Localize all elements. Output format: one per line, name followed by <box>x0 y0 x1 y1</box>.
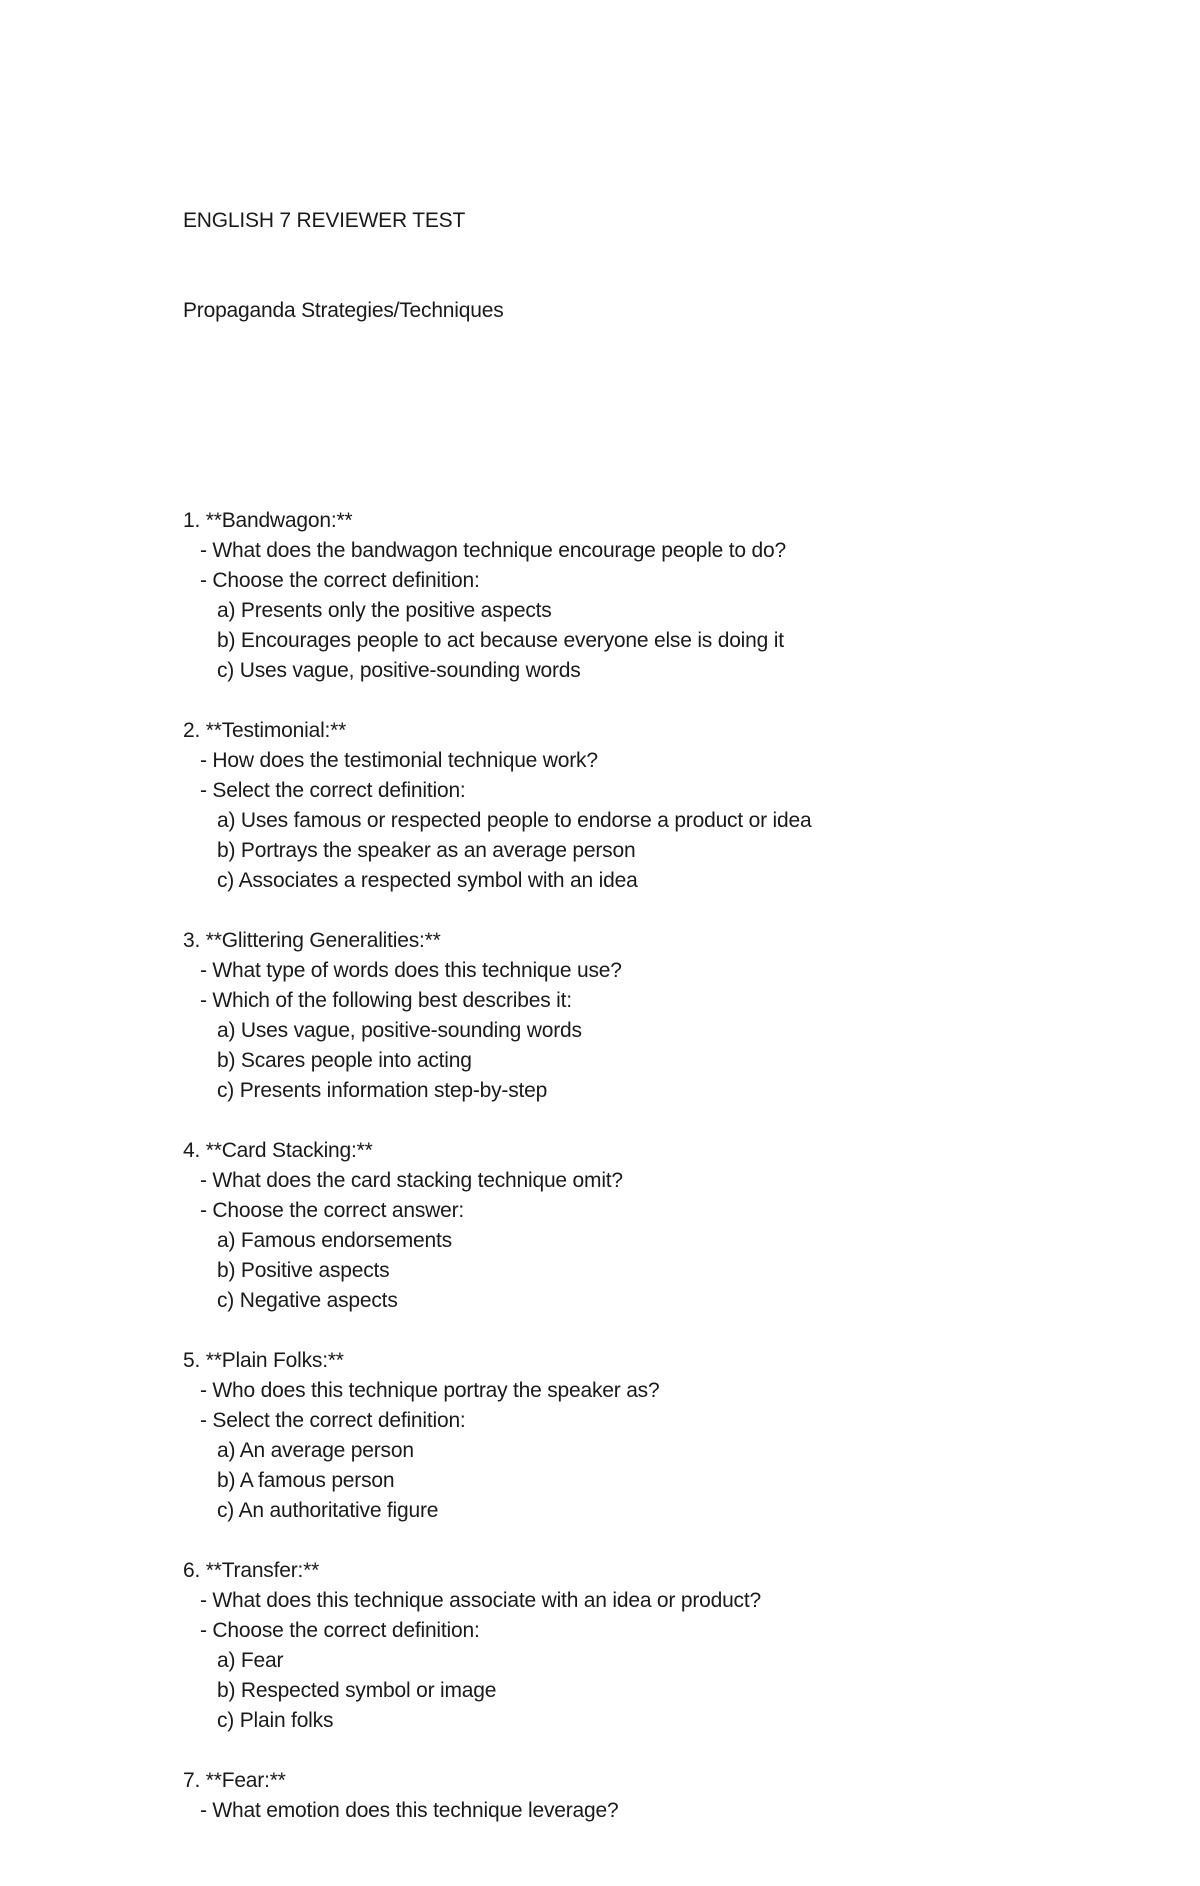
answer-option: a) Uses famous or respected people to endorse a product or idea <box>217 809 812 832</box>
document-subtitle: Propaganda Strategies/Techniques <box>183 299 504 322</box>
question-prompt: - Who does this technique portray the speaker as? <box>200 1379 660 1402</box>
answer-option: a) Presents only the positive aspects <box>217 599 552 622</box>
spacer <box>183 1316 1103 1346</box>
answer-option: c) An authoritative figure <box>217 1499 439 1522</box>
question-block <box>183 506 1103 716</box>
question-prompt: - What emotion does this technique leverage? <box>200 1799 619 1822</box>
question-heading: 4. **Card Stacking:** <box>183 1139 373 1162</box>
question-block <box>183 926 1103 1136</box>
question-heading: 5. **Plain Folks:** <box>183 1349 344 1372</box>
question-block <box>183 1346 1103 1556</box>
answer-option: c) Negative aspects <box>217 1289 398 1312</box>
question-prompt: - Choose the correct definition: <box>200 1619 480 1642</box>
question-heading: 7. **Fear:** <box>183 1769 286 1792</box>
question-prompt: - Select the correct definition: <box>200 779 466 802</box>
question-heading: 3. **Glittering Generalities:** <box>183 929 441 952</box>
answer-option: a) An average person <box>217 1439 414 1462</box>
question-prompt: - Choose the correct answer: <box>200 1199 465 1222</box>
question-prompt: - Choose the correct definition: <box>200 569 480 592</box>
answer-option: c) Associates a respected symbol with an idea <box>217 869 638 892</box>
question-prompt: - Select the correct definition: <box>200 1409 466 1432</box>
question-prompt: - Which of the following best describes it: <box>200 989 572 1012</box>
question-block <box>183 1766 1103 1826</box>
document-body <box>183 146 1103 1886</box>
spacer <box>183 1106 1103 1136</box>
question-block <box>183 1136 1103 1346</box>
question-heading: 1. **Bandwagon:** <box>183 509 353 532</box>
answer-option: a) Uses vague, positive-sounding words <box>217 1019 582 1042</box>
question-block <box>183 1556 1103 1766</box>
answer-option: c) Presents information step-by-step <box>217 1079 548 1102</box>
answer-option: b) Respected symbol or image <box>217 1679 497 1702</box>
question-prompt: - What does this technique associate with an idea or product? <box>200 1589 761 1612</box>
answer-option: c) Plain folks <box>217 1709 334 1732</box>
spacer <box>183 1526 1103 1556</box>
question-prompt: - What type of words does this technique use? <box>200 959 622 982</box>
document-title: ENGLISH 7 REVIEWER TEST <box>183 209 466 232</box>
question-heading: 6. **Transfer:** <box>183 1559 320 1582</box>
spacer <box>183 896 1103 926</box>
question-list <box>183 506 1103 1826</box>
question-prompt: - What does the bandwagon technique encourage people to do? <box>200 539 786 562</box>
spacer <box>183 1736 1103 1766</box>
answer-option: b) Portrays the speaker as an average person <box>217 839 636 862</box>
answer-option: a) Fear <box>217 1649 284 1672</box>
spacer <box>183 686 1103 716</box>
answer-option: b) A famous person <box>217 1469 395 1492</box>
answer-option: b) Positive aspects <box>217 1259 390 1282</box>
question-heading: 2. **Testimonial:** <box>183 719 347 742</box>
question-prompt: - How does the testimonial technique work? <box>200 749 598 772</box>
answer-option: b) Encourages people to act because everyone else is doing it <box>217 629 784 652</box>
question-prompt: - What does the card stacking technique omit? <box>200 1169 623 1192</box>
spacer <box>183 386 1103 416</box>
answer-option: c) Uses vague, positive-sounding words <box>217 659 581 682</box>
question-block <box>183 716 1103 926</box>
answer-option: a) Famous endorsements <box>217 1229 452 1252</box>
answer-option: b) Scares people into acting <box>217 1049 472 1072</box>
